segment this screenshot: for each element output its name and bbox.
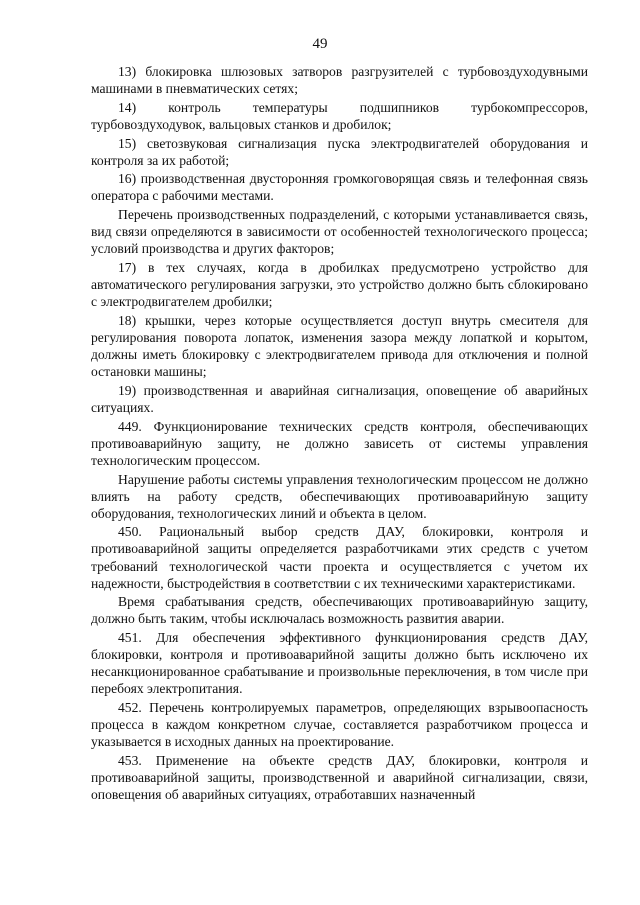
document-body xyxy=(91,63,588,803)
paragraph-item-18: 18) крышки, через которые осуществляется доступ внутрь смесителя для регулирования поворота лопаток, изменения зазора между лопаткой и корытом, должны иметь блокировку с электродвигателем привода для отключения и полной остановки машины; xyxy=(91,312,588,380)
page-number: 49 xyxy=(312,36,328,52)
paragraph-item-15: 15) светозвуковая сигнализация пуска электродвигателей оборудования и контроля за их работой; xyxy=(91,135,588,168)
paragraph-communication-list: Перечень производственных подразделений, с которыми устанавливается связь, вид связи определяются в зависимости от особенностей технологического процесса; условий производства и других факторов; xyxy=(91,207,588,257)
paragraph-item-17: 17) в тех случаях, когда в дробилках предусмотрено устройство для автоматического регулирования загрузки, это устройство должно быть сблокировано с электродвигателем дробилки; xyxy=(91,260,588,310)
paragraph-clause-449: 449. Функционирование технических средств контроля, обеспечивающих противоаварийную защиту, не должно зависеть от системы управления технологическим процессом. xyxy=(91,418,588,468)
paragraph-clause-452: 452. Перечень контролируемых параметров, определяющих взрывоопасность процесса в каждом конкретном случае, составляется разработчиком процесса и указывается в исходных данных на проектирование. xyxy=(91,700,588,750)
paragraph-item-16: 16) производственная двусторонняя громкоговорящая связь и телефонная связь оператора с рабочими местами. xyxy=(91,171,588,204)
paragraph-item-13: 13) блокировка шлюзовых затворов разгрузителей с турбовоздуходувными машинами в пневматических сетях; xyxy=(91,64,588,97)
paragraph-item-19: 19) производственная и аварийная сигнализация, оповещение об аварийных ситуациях. xyxy=(91,382,588,415)
paragraph-clause-449-cont: Нарушение работы системы управления технологическим процессом не должно влиять на работу средств, обеспечивающих противоаварийную защиту оборудования, технологических линий и объекта в целом. xyxy=(91,471,588,521)
paragraph-item-14: 14) контроль температуры подшипников турбокомпрессоров, турбовоздуходувок, вальцовых станков и дробилок; xyxy=(91,99,588,132)
paragraph-clause-450-cont: Время срабатывания средств, обеспечивающих противоаварийную защиту, должно быть таким, чтобы исключалась возможность развития аварии. xyxy=(91,594,588,627)
paragraph-clause-453: 453. Применение на объекте средств ДАУ, блокировки, контроля и противоаварийной защиты, производственной и аварийной сигнализации, связи, оповещения об аварийных ситуациях, отработавших назначенный xyxy=(91,752,588,803)
paragraph-clause-451: 451. Для обеспечения эффективного функционирования средств ДАУ, блокировки, контроля и противоаварийной защиты должно быть исключено их несанкционированное срабатывание и произвольные переключения, в том числе при перебоях электропитания. xyxy=(91,630,588,697)
paragraph-clause-450: 450. Рациональный выбор средств ДАУ, блокировки, контроля и противоаварийной защиты определяется разработчиками этих средств с учетом требований технологической части проекта и осуществляется с учетом их надежности, быстродействия в соответствии с их техническими характеристиками. xyxy=(91,524,588,591)
